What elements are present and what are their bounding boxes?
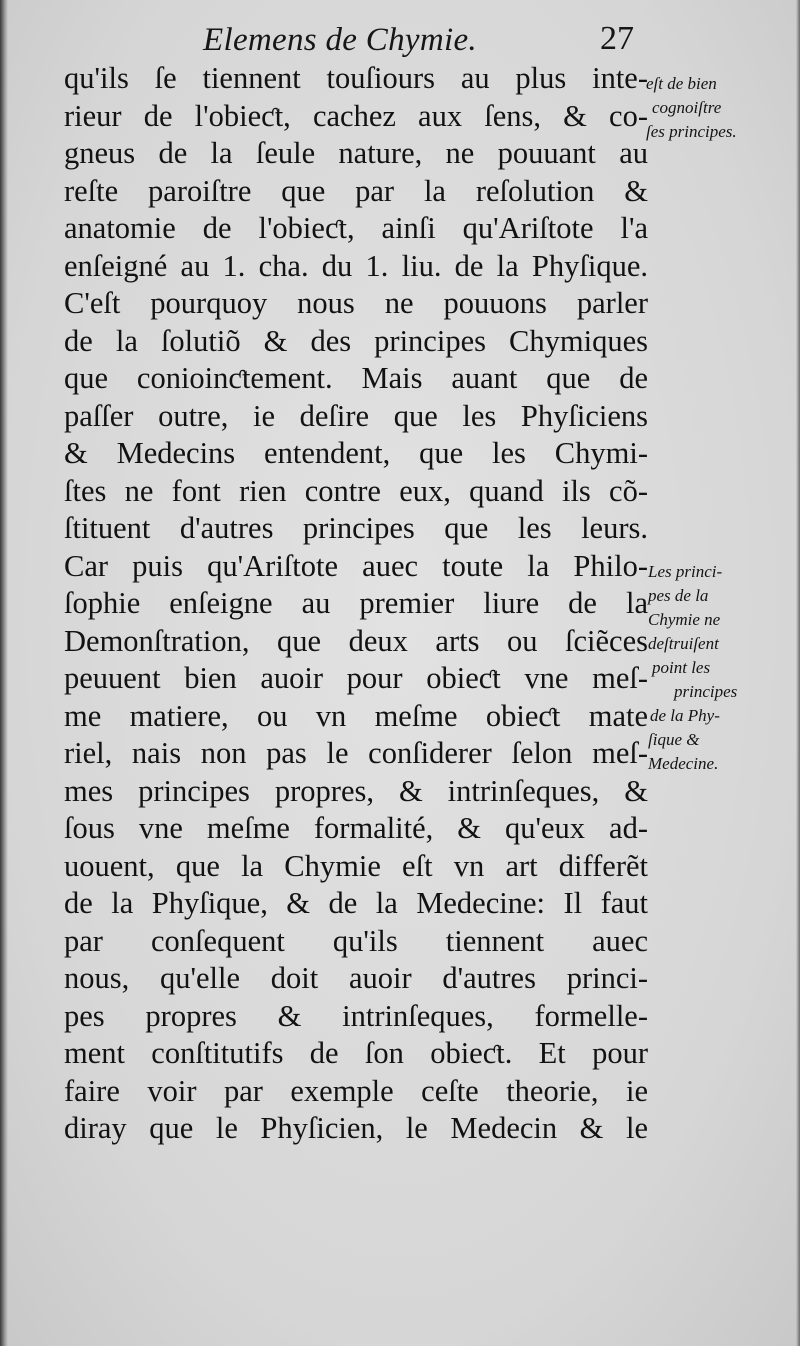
text-line: rieur de l'obieƈt, cachez aux ſens, & co- [64,98,648,133]
text-line: mes principes propres, & intrinſeques, & [64,773,648,808]
text-line: ſophie enſeigne au premier liure de la [64,586,648,620]
text-line: nous, qu'elle doit auoir d'autres princi- [64,961,648,995]
page-number: 27 [600,20,634,57]
margin-note-line: deſtruiſent [648,634,719,653]
text-line: paſſer outre, ie deſire que les Phyſiciens [64,398,648,433]
text-line: que conioinƈtement. Mais auant que de [64,361,648,395]
running-title: Elemens de Chymie. [203,22,477,58]
text-line: ſtes ne font rien contre eux, quand ils cõ- [64,473,648,508]
text-line: uouent, que la Chymie eſt vn art differẽt [64,848,648,883]
text-line: Car puis qu'Ariſtote auec toute la Philo- [64,548,648,583]
text-line: riel, nais non pas le conſiderer ſelon meſ- [64,736,648,770]
margin-note [648,560,768,776]
margin-note-line: principes [674,682,738,701]
text-line: ſtituent d'autres principes que les leurs. [64,511,648,545]
text-line: de la ſolutiõ & des principes Chymiques [64,323,648,358]
margin-note-line: cognoiſtre [652,98,722,117]
body-text [64,60,648,1148]
text-line: pes propres & intrinſeques, formelle- [64,998,648,1033]
page-gutter-shadow [0,0,8,1346]
margin-note-line: ſes principes. [646,122,737,141]
text-line: Demonſtration, que deux arts ou ſciẽces [64,623,648,658]
margin-note-line: Les princi- [648,562,723,581]
text-line: & Medecins entendent, que les Chymi- [64,436,648,470]
page-edge-shadow [796,0,800,1346]
text-line: qu'ils ſe tiennent touſiours au plus inte- [64,61,648,95]
text-line: ſous vne meſme formalité, & qu'eux ad- [64,811,648,845]
margin-note-line: de la Phy- [650,706,720,725]
text-line: C'eſt pourquoy nous ne pouuons parler [64,286,648,320]
margin-note-line: Medecine. [648,754,719,773]
text-line: faire voir par exemple ceſte theorie, ie [64,1073,648,1108]
margin-note-line: ſique & [648,730,700,749]
margin-note-line: pes de la [648,586,709,605]
text-line: de la Phyſique, & de la Medecine: Il faut [64,886,648,920]
margin-note [646,72,770,144]
margin-note-line: Chymie ne [648,610,721,629]
text-line: ment conſtitutifs de ſon obieƈt. Et pour [64,1036,648,1070]
margin-note-line: eſt de bien [646,74,717,93]
text-line: me matiere, ou vn meſme obieƈt mate [64,698,648,733]
text-line: peuuent bien auoir pour obieƈt vne meſ- [64,661,648,695]
text-line: anatomie de l'obieƈt, ainſi qu'Ariſtote l'a [64,211,648,245]
text-line: enſeigné au 1. cha. du 1. liu. de la Phyſique. [64,248,648,283]
margin-note-line: point les [652,658,711,677]
text-line: reſte paroiſtre que par la reſolution & [64,173,648,208]
text-line: diray que le Phyſicien, le Medecin & le [64,1111,648,1145]
text-line: par conſequent qu'ils tiennent auec [64,923,648,958]
text-line: gneus de la ſeule nature, ne pouuant au [64,136,648,170]
